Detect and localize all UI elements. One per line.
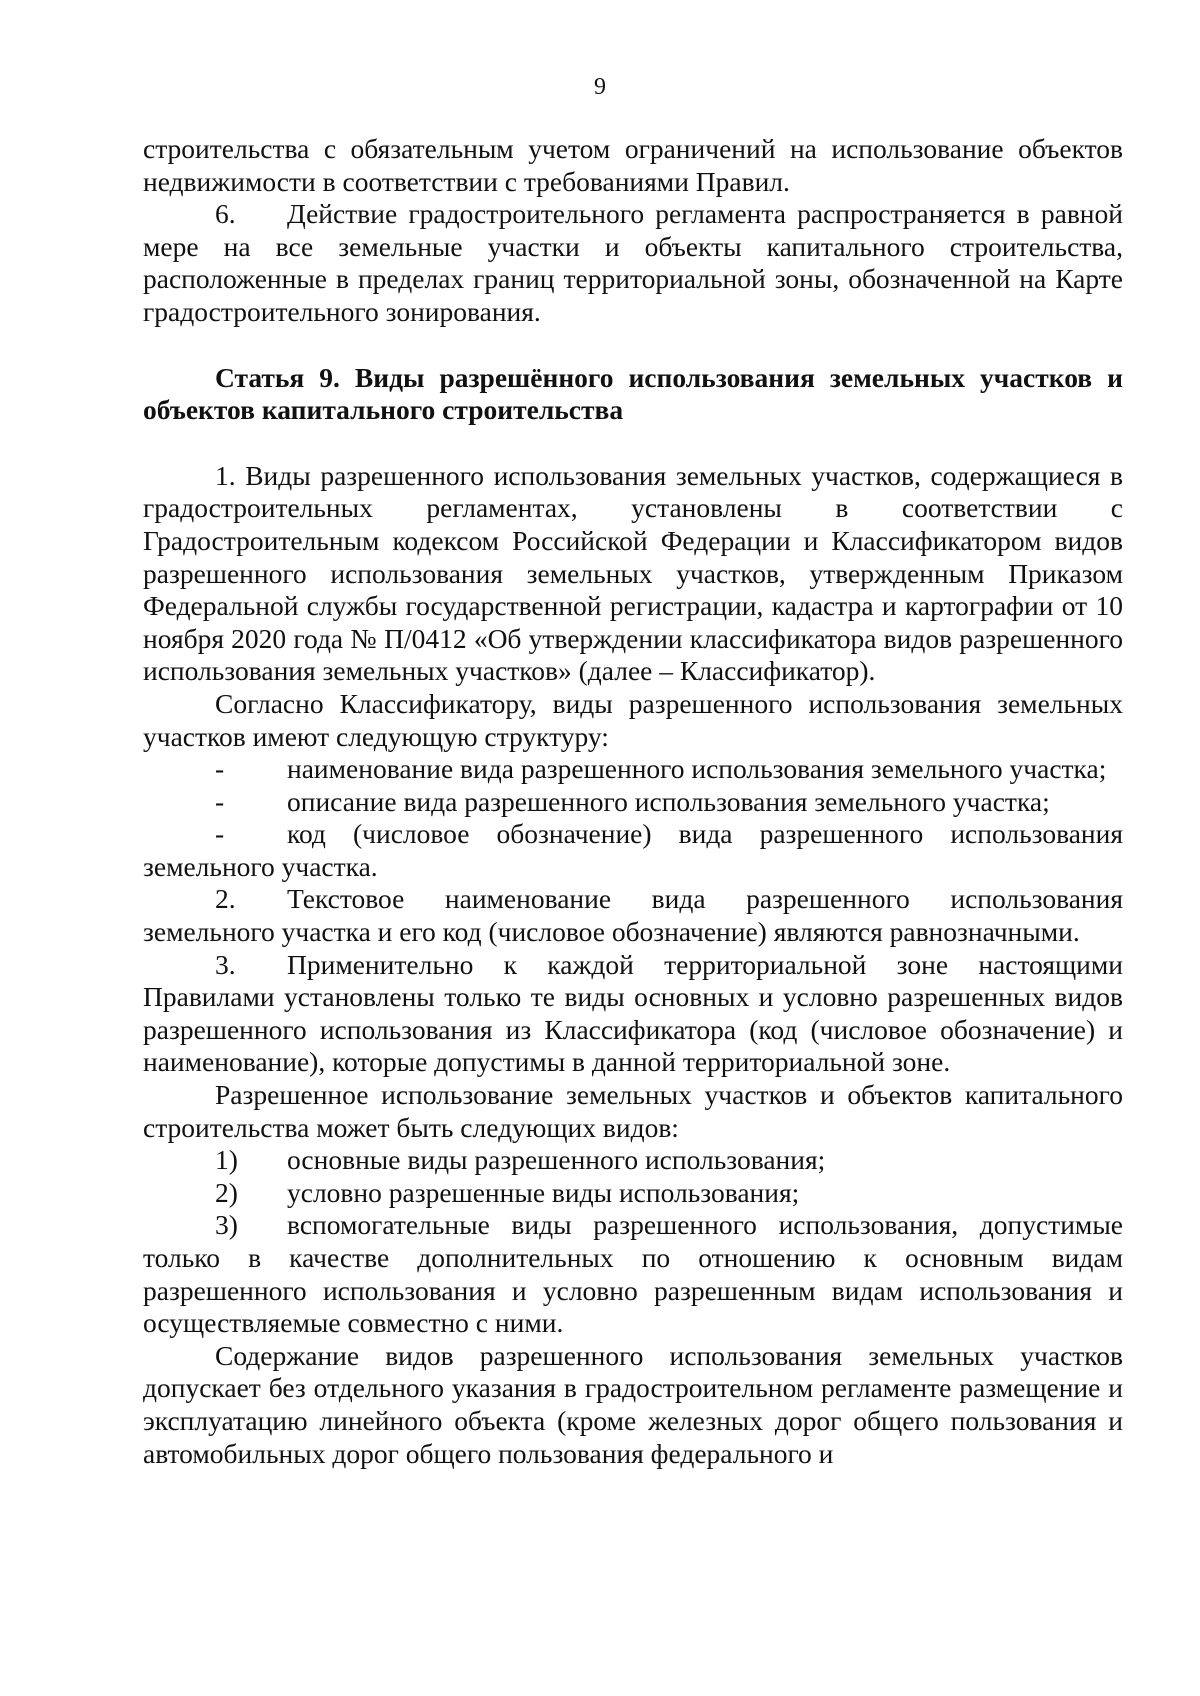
list-marker: 6. xyxy=(215,198,236,230)
document-body xyxy=(143,133,1123,1470)
page-number: 9 xyxy=(594,74,606,100)
list-item-text: наименование вида разрешенного использования земельного участка; xyxy=(287,753,1107,785)
article-heading: Статья 9. Виды разрешённого использования земельных участков и объектов капитального строительства xyxy=(143,361,1123,426)
list-item-text: код (числовое обозначение) вида разрешенного использования земельного участка. xyxy=(143,818,1123,882)
list-item-text: Действие градостроительного регламента распространяется в равной мере на все земельные участки и объекты капитального строительства, расположенные в пределах границ территориальной зоны, обозначенной на Карте градостроительного зонирования. xyxy=(143,198,1123,327)
paragraph: строительства с обязательным учетом ограничений на использование объектов недвижимости в соответствии с требованиями Правил. xyxy=(143,133,1123,197)
list-item xyxy=(143,1209,1123,1339)
list-marker: - xyxy=(215,753,225,785)
list-item-text: Текстовое наименование вида разрешенного использования земельного участка и его код (числовое обозначение) являются равнозначными. xyxy=(143,883,1123,948)
list-marker: 2. xyxy=(215,883,236,915)
list-item-text: вспомогательные виды разрешенного использования, допустимые только в качестве дополнительных по отношению к основным видам разрешенного использования и условно разрешенным видам использования и осуществляемые совместно с ними. xyxy=(143,1209,1123,1339)
paragraph: Согласно Классификатору, виды разрешенного использования земельных участков имеют следующую структуру: xyxy=(143,687,1123,752)
section-gap xyxy=(143,329,1123,362)
list-marker: 3. xyxy=(215,948,236,980)
list-marker: 3) xyxy=(215,1209,238,1241)
list-item xyxy=(143,949,1123,1079)
list-item xyxy=(143,198,1123,328)
paragraph: Разрешенное использование земельных участков и объектов капитального строительства может быть следующих видов: xyxy=(143,1079,1123,1143)
list-marker: 2) xyxy=(215,1176,238,1208)
list-item-text: Применительно к каждой территориальной зоне настоящими Правилами установлены только те виды основных и условно разрешенных видов разрешенного использования из Классификатора (код (числовое обозначение) и наименование), которые допустимы в данной территориальной зоне. xyxy=(143,948,1123,1078)
list-item-text: условно разрешенные виды использования; xyxy=(287,1176,800,1208)
list-item xyxy=(143,883,1123,948)
list-item xyxy=(143,1144,1123,1177)
list-item xyxy=(143,818,1123,883)
list-item-text: основные виды разрешенного использования; xyxy=(287,1144,826,1176)
list-marker: 1) xyxy=(215,1144,238,1176)
list-item xyxy=(143,1177,1123,1210)
paragraph: Содержание видов разрешенного использования земельных участков допускает без отдельного указания в градостроительном регламенте размещение и эксплуатацию линейного объекта (кроме железных дорог общего пользования и автомобильных дорог общего пользования федерального и xyxy=(143,1339,1123,1469)
list-marker: - xyxy=(215,785,225,817)
list-item xyxy=(143,753,1123,786)
section-gap xyxy=(143,427,1123,460)
paragraph: 1. Виды разрешенного использования земельных участков, содержащиеся в градостроительных регламентах, установлены в соответствии с Градостроительным кодексом Российской Федерации и Классификатором видов разрешенного использования земельных участков, утвержденным Приказом Федеральной службы государственной регистрации, кадастра и картографии от 10 ноября 2020 года № П/0412 «Об утверждении классификатора видов разрешенного использования земельных участков» (далее – Классификатор). xyxy=(143,459,1123,687)
list-marker: - xyxy=(215,818,225,850)
list-item-text: описание вида разрешенного использования земельного участка; xyxy=(287,785,1050,817)
list-item xyxy=(143,786,1123,819)
